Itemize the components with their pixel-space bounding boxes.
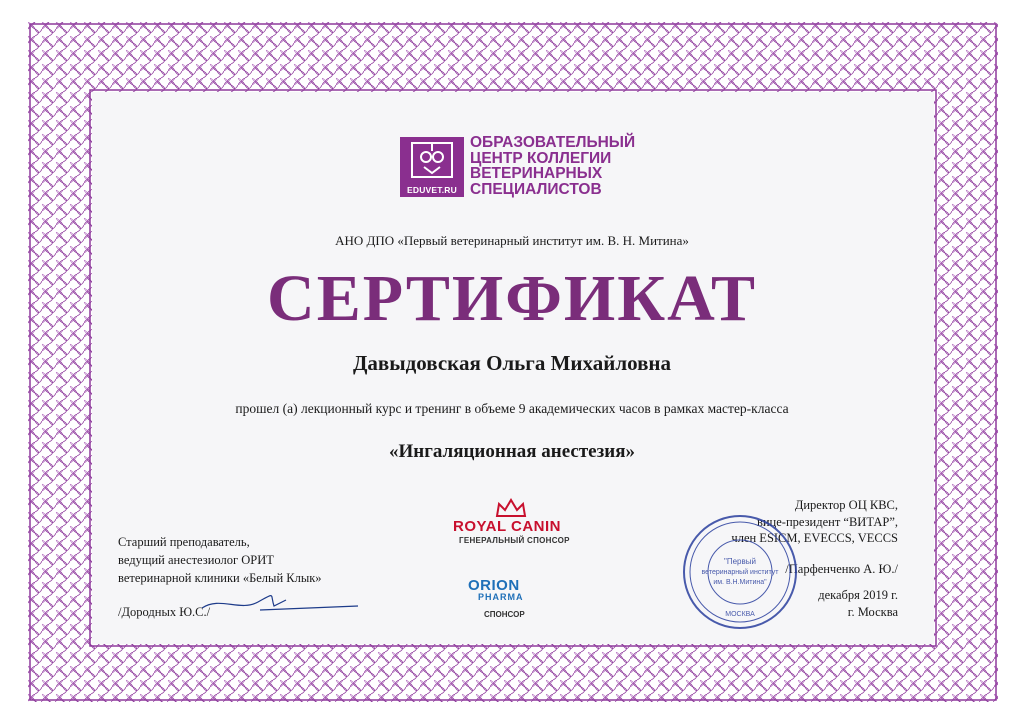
eduvet-logo xyxy=(400,137,464,197)
right-signatory-name: /Парфенченко А. Ю./ xyxy=(785,561,898,576)
issue-date: декабря 2019 г. xyxy=(818,588,898,602)
organization-name: АНО ДПО «Первый ветеринарный институт им. В. Н. Митина» xyxy=(335,233,689,248)
stamp-center-line-3: им. В.Н.Митина" xyxy=(713,579,767,586)
logo-line-2: ЦЕНТР КОЛЛЕГИИ xyxy=(470,149,612,167)
left-signatory-line-1: Старший преподаватель, xyxy=(118,535,250,549)
stamp-center-line-1: "Первый xyxy=(724,557,756,566)
certificate-title: СЕРТИФИКАТ xyxy=(267,262,757,335)
course-title: «Ингаляционная анестезия» xyxy=(389,441,635,462)
stamp-center-line-2: ветеринарный институт xyxy=(701,569,779,576)
issue-city: г. Москва xyxy=(847,604,898,619)
course-description: прошел (а) лекционный курс и тренинг в объеме 9 академических часов в рамках мастер-класса xyxy=(235,401,789,416)
logo-line-4: СПЕЦИАЛИСТОВ xyxy=(470,180,602,198)
handwritten-signature xyxy=(200,592,360,616)
official-stamp xyxy=(680,512,800,632)
crown-icon xyxy=(494,498,528,518)
logo-caption: EDUVET.RU xyxy=(407,185,457,195)
left-signatory-line-3: ветеринарной клиники «Белый Клык» xyxy=(118,571,322,585)
left-signatory-name: /Дородных Ю.С./ xyxy=(118,605,211,619)
stamp-bottom-text: МОСКВА xyxy=(725,611,755,618)
owl-icon xyxy=(400,137,464,183)
general-sponsor-name: ROYAL CANIN xyxy=(453,518,562,535)
general-sponsor-label: ГЕНЕРАЛЬНЫЙ СПОНСОР xyxy=(459,536,570,545)
logo-line-3: ВЕТЕРИНАРНЫХ xyxy=(470,165,603,182)
sponsor-label: СПОНСОР xyxy=(484,610,525,619)
recipient-name: Давыдовская Ольга Михайловна xyxy=(352,351,672,375)
sponsor-name-2: PHARMA xyxy=(478,592,524,602)
right-signatory-line-1: Директор ОЦ КВС, xyxy=(794,498,898,512)
sponsor-name: ORION xyxy=(468,577,520,594)
right-signatory-line-3: член ESICM, EVECCS, VECCS xyxy=(731,531,898,545)
logo-text xyxy=(470,135,635,197)
left-signatory-line-2: ведущий анестезиолог ОРИТ xyxy=(118,553,274,567)
logo-line-1: ОБРАЗОВАТЕЛЬНЫЙ xyxy=(470,134,636,151)
right-signatory-line-2: вице-президент “ВИТАР”, xyxy=(756,514,898,529)
